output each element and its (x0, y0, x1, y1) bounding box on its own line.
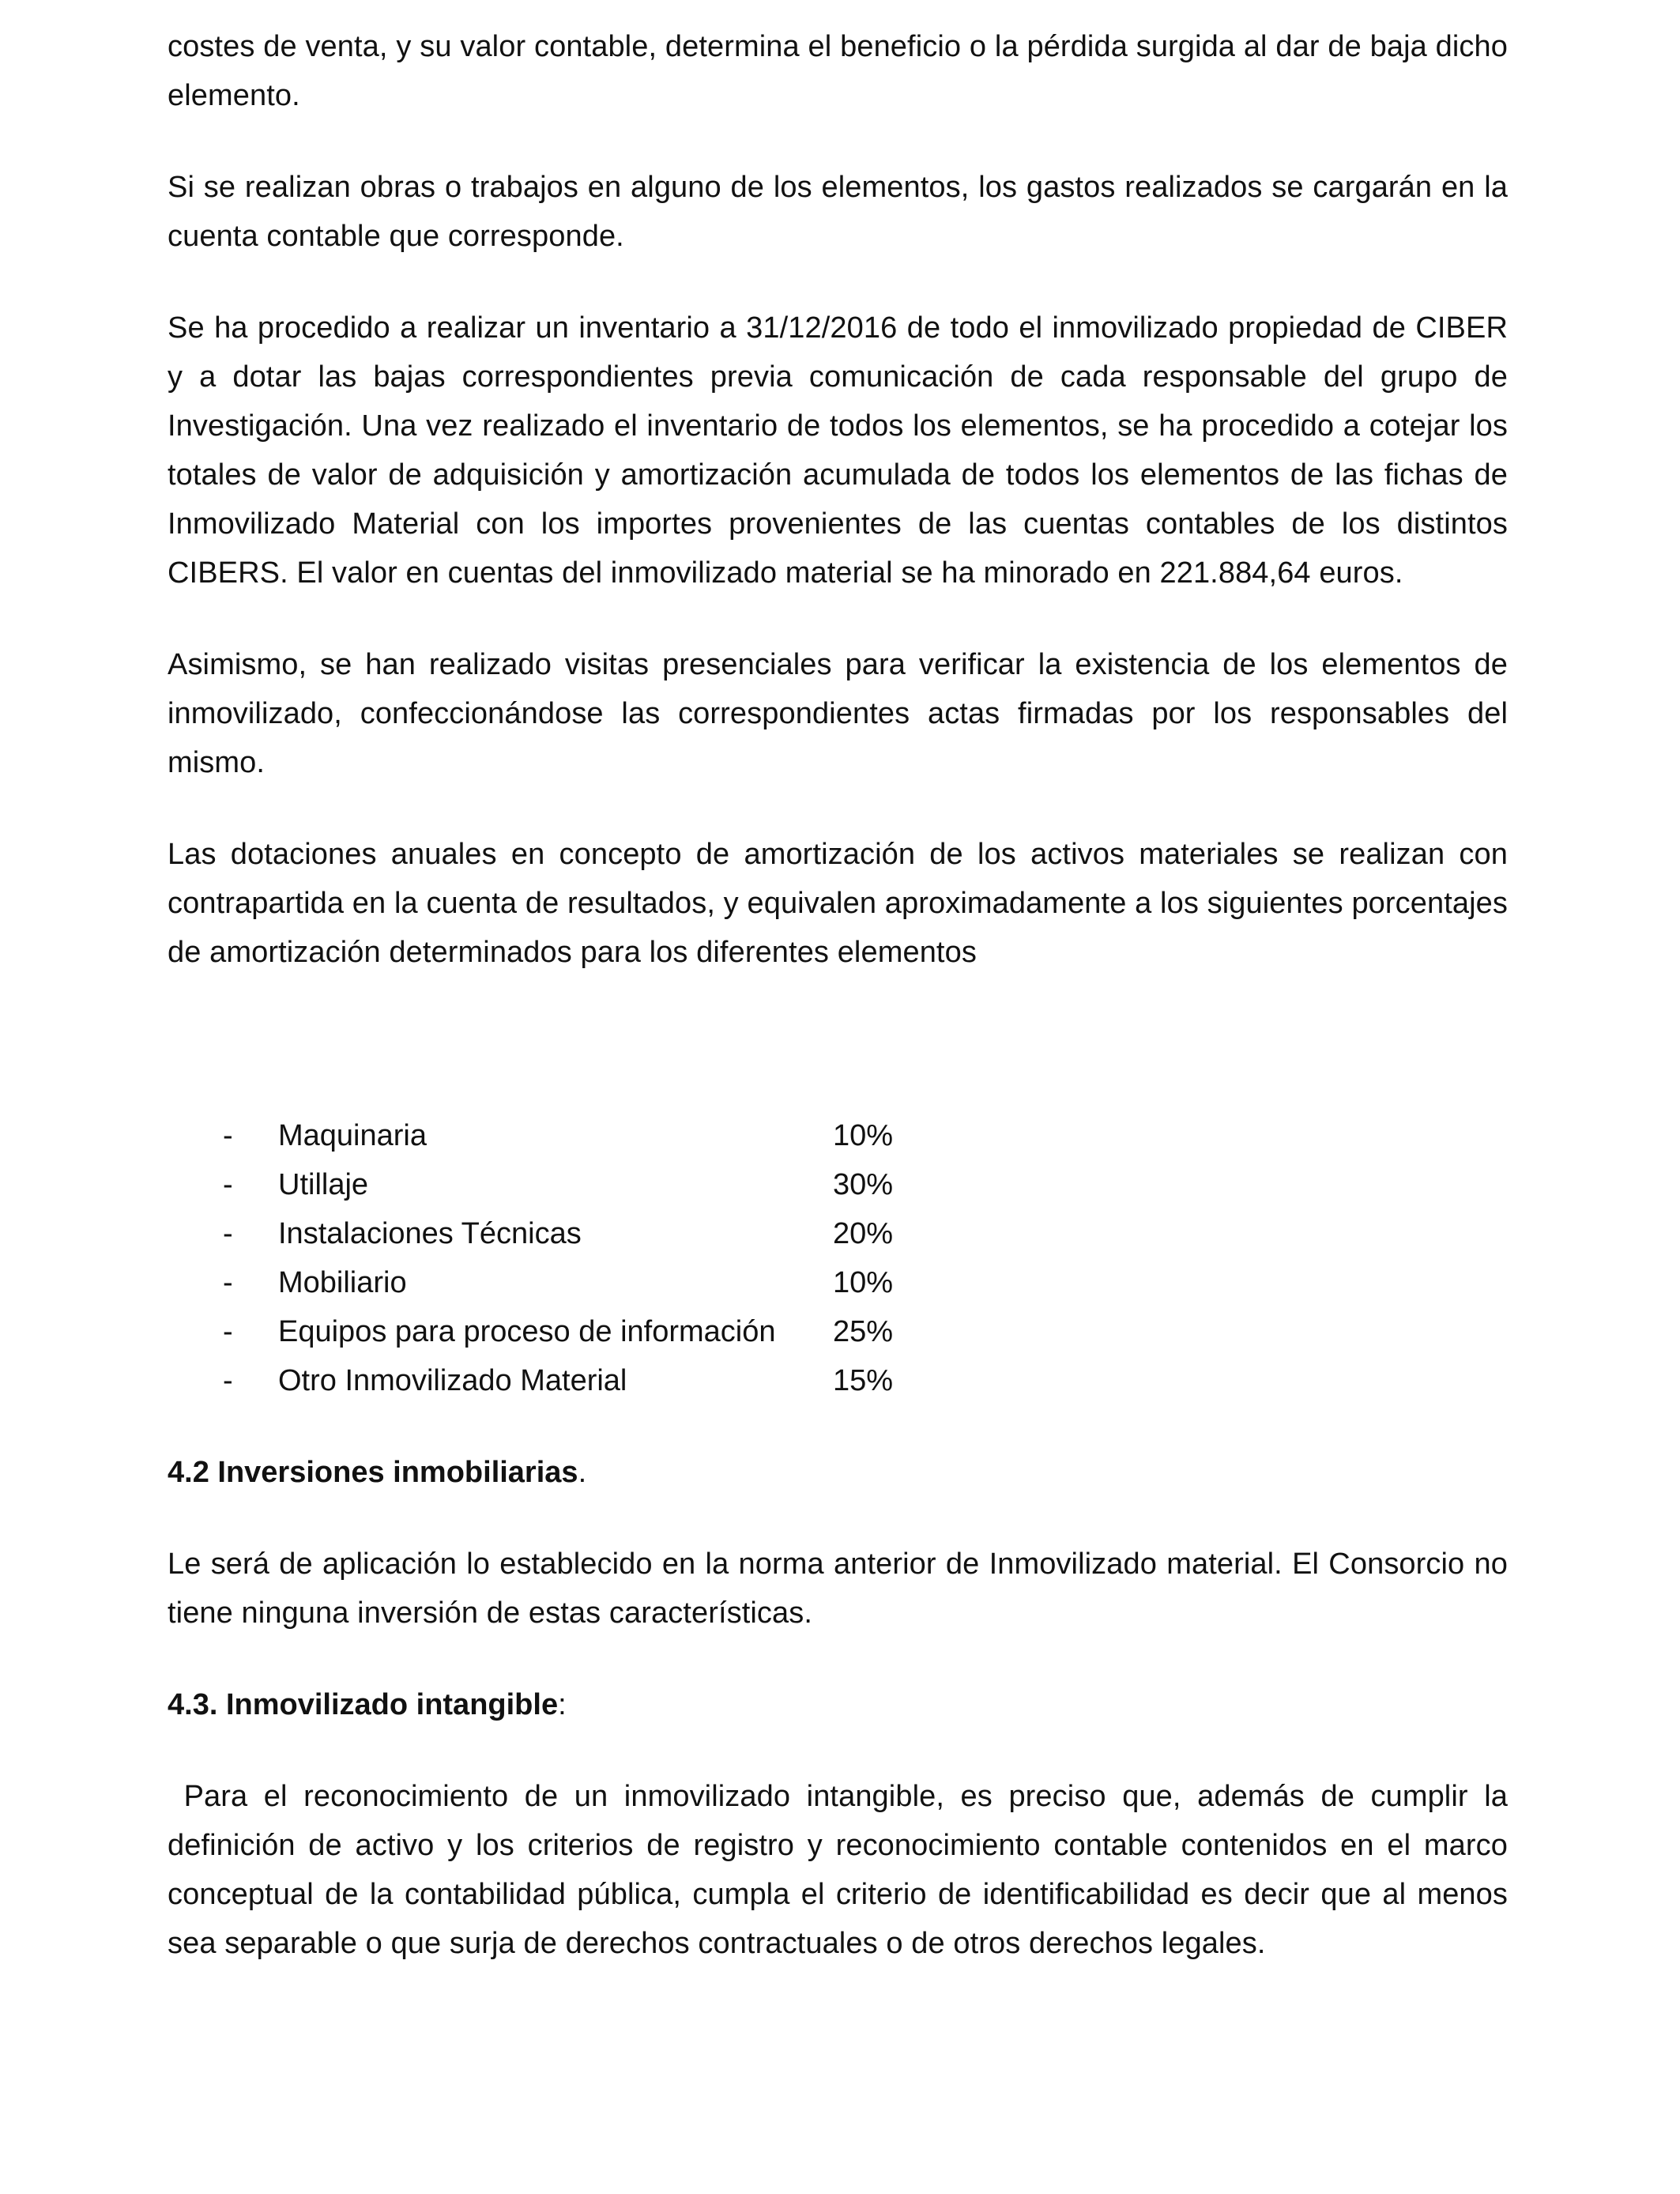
section-heading-4-2-title: 4.2 Inversiones inmobiliarias (168, 1456, 578, 1489)
list-dash: - (223, 1315, 233, 1348)
paragraph-sale-costs: costes de venta, y su valor contable, determina el beneficio o la pérdida surgida al dar de baja dicho elemento. (168, 30, 1508, 112)
list-label: Equipos para proceso de información (278, 1315, 776, 1348)
list-label: Maquinaria (278, 1119, 427, 1152)
list-label: Instalaciones Técnicas (278, 1217, 582, 1250)
paragraph-investments: Le será de aplicación lo establecido en la norma anterior de Inmovilizado material. El Consorcio no tiene ninguna inversión de estas características. (168, 1547, 1508, 1630)
list-label: Mobiliario (278, 1266, 407, 1299)
paragraph-annual-allocations: Las dotaciones anuales en concepto de amortización de los activos materiales se realizan con contrapartida en la cuenta de resultados, y equivalen aproximadamente a los siguientes porcentajes de amortización determinados para los diferentes elementos (168, 838, 1508, 969)
list-item (168, 1307, 1508, 1356)
paragraph-visits: Asimismo, se han realizado visitas presenciales para verificar la existencia de los elementos de inmovilizado, confeccionándose las correspondientes actas firmadas por los responsables del mismo. (168, 648, 1508, 779)
section-heading-4-3 (168, 1680, 1508, 1729)
list-dash: - (223, 1266, 233, 1299)
list-dash: - (223, 1364, 233, 1397)
list-label: Utillaje (278, 1168, 369, 1201)
list-item (168, 1356, 1508, 1405)
list-item (168, 1258, 1508, 1307)
paragraph-works: Si se realizan obras o trabajos en alguno de los elementos, los gastos realizados se cargarán en la cuenta contable que corresponde. (168, 171, 1508, 253)
section-heading-4-3-title: 4.3. Inmovilizado intangible (168, 1688, 559, 1721)
paragraph-inventory: Se ha procedido a realizar un inventario a 31/12/2016 de todo el inmovilizado propiedad de CIBER y a dotar las bajas correspondientes previa comunicación de cada responsable del grupo de Investigación. Una vez realizado el inventario de todos los elementos, se ha procedido a cotejar los totales de valor de adquisición y amortización acumulada de todos los elementos de las fichas de Inmovilizado Material con los importes provenientes de las cuentas contables de los distintos CIBERS. El valor en cuentas del inmovilizado material se ha minorado en 221.884,64 euros. (168, 311, 1508, 590)
amortization-list (168, 1111, 1508, 1405)
list-item (168, 1209, 1508, 1258)
paragraph-intangible: Para el reconocimiento de un inmovilizado intangible, es preciso que, además de cumplir la definición de activo y los criterios de registro y reconocimiento contable contenidos en el marco conceptual de la contabilidad pública, cumpla el criterio de identificabilidad es decir que al menos sea separable o que surja de derechos contractuales o de otros derechos legales. (168, 1780, 1516, 1960)
section-heading-4-3-punct: : (558, 1688, 567, 1721)
section-heading-4-2-punct: . (578, 1456, 587, 1489)
list-item (168, 1111, 1508, 1160)
list-percentage: 10% (833, 1266, 894, 1299)
list-percentage: 30% (833, 1168, 894, 1201)
section-heading-4-2 (168, 1448, 1508, 1497)
list-percentage: 10% (833, 1119, 894, 1152)
list-dash: - (223, 1119, 233, 1152)
list-dash: - (223, 1217, 233, 1250)
document-page (168, 22, 1516, 1968)
list-item (168, 1160, 1508, 1209)
list-percentage: 20% (833, 1217, 894, 1250)
list-percentage: 15% (833, 1364, 894, 1397)
list-label: Otro Inmovilizado Material (278, 1364, 627, 1397)
list-dash: - (223, 1168, 233, 1201)
list-percentage: 25% (833, 1315, 894, 1348)
